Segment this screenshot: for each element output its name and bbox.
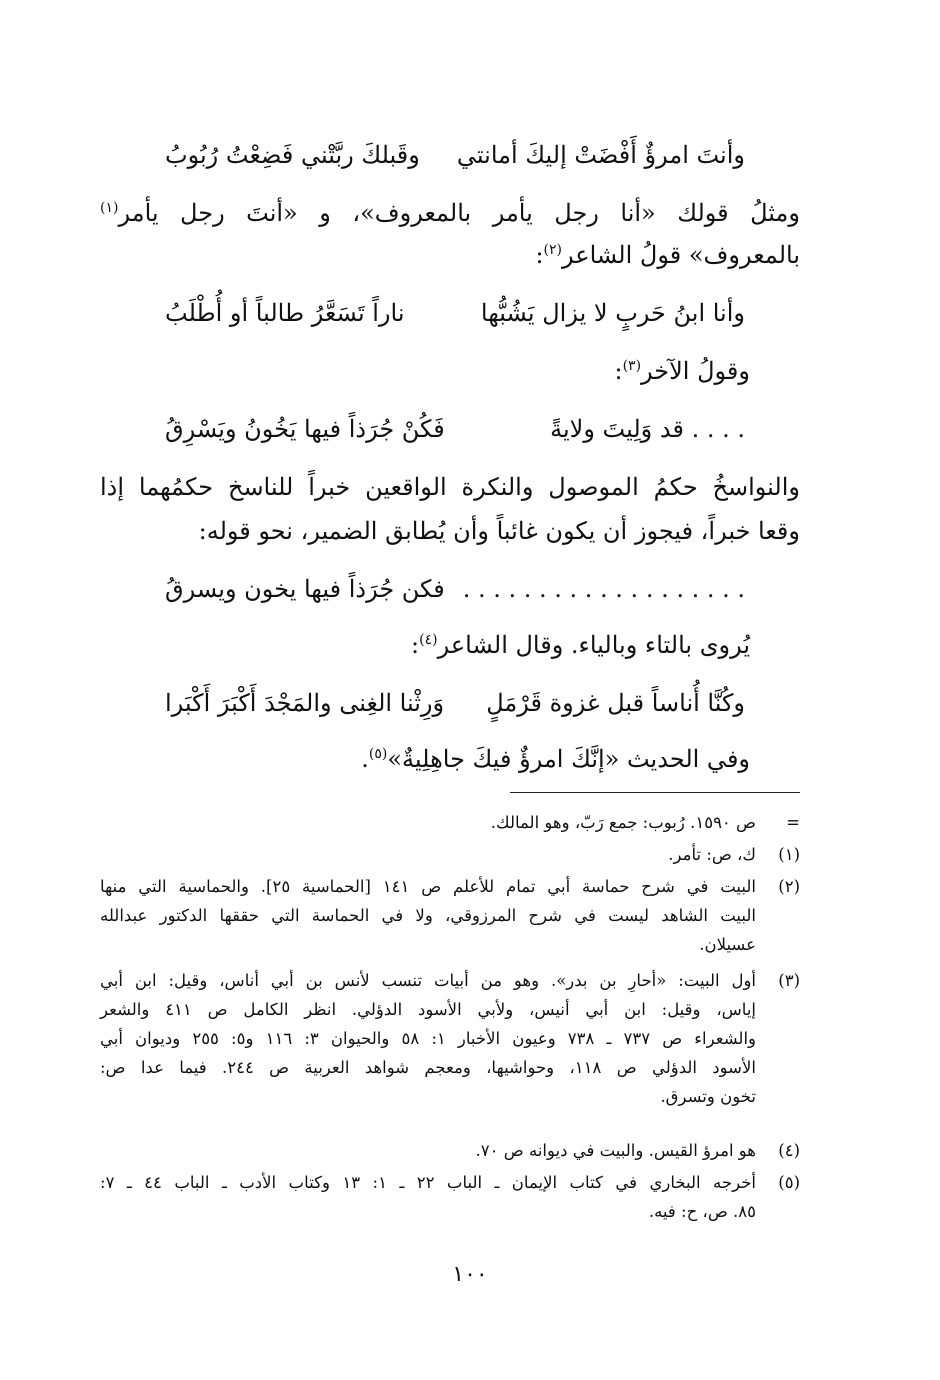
footnote-continuation: [100, 808, 800, 837]
paragraph-1-colon: :: [535, 241, 544, 269]
verse-2: [165, 296, 745, 330]
paragraph-5-text: وفي الحديث «إنَّكَ امرؤٌ فيكَ جاهِلِيةٌ»: [387, 745, 750, 773]
footnote-ref-4[interactable]: (٤): [419, 632, 438, 648]
footnote-ref-1[interactable]: (١): [100, 200, 119, 216]
footnote-5-line-2: ٨٥. ص، ح: فيه.: [648, 1202, 756, 1221]
paragraph-1-text-2: بالمعروف» قولُ الشاعر: [562, 241, 800, 269]
paragraph-2-colon: :: [614, 357, 623, 385]
footnote-5: [100, 1168, 800, 1226]
verse-2-first-hemistich: وأنا ابنُ حَربٍ لا يزال يَشُبُّها: [480, 299, 745, 327]
verse-3-second-hemistich: فَكُنْ جُرَذاً فيها يَخُونُ ويَسْرِقُ: [165, 415, 445, 443]
verse-3: [165, 412, 745, 446]
footnote-3-number: (٣): [778, 971, 800, 990]
footnote-4-number: (٤): [778, 1141, 800, 1160]
verse-4: [165, 572, 745, 606]
paragraph-1-text: ومثلُ قولك «أنا رجل يأمر بالمعروف»، و «أنتَ رجل يأمر: [118, 199, 800, 227]
footnote-3: [100, 966, 800, 1111]
verse-5: [165, 686, 745, 720]
paragraph-4-colon: :: [411, 631, 420, 659]
footnote-ref-3[interactable]: (٣): [622, 358, 642, 374]
footnote-3-line-1: أول البيت: «أحارِ بن بدر». وهو من أبيات تنسب لأنس بن أبي أناس، وقيل: ابن أبي: [100, 971, 756, 990]
page-number: ١٠٠: [452, 1262, 488, 1287]
footnote-2-line-3: عسيلان.: [699, 935, 756, 954]
verse-1: [165, 138, 745, 172]
footnote-2-line-1: البيت في شرح حماسة أبي تمام للأعلم ص ١٤١ [الحماسية ٢٥]. والحماسية التي منها: [100, 877, 756, 896]
footnote-separator: [510, 792, 800, 793]
footnote-4: [100, 1136, 800, 1165]
footnote-1-line-1: ك، ص: تأمر.: [668, 845, 756, 864]
footnote-4-line-1: هو امرؤ القيس. والبيت في ديوانه ص ٧٠.: [475, 1141, 756, 1160]
paragraph-4: [100, 628, 750, 662]
paragraph-2-text: وقولُ الآخر: [641, 357, 750, 385]
footnote-5-number: (٥): [778, 1173, 800, 1192]
footnote-2-line-2: البيت الشاهد ليست في شرح المرزوقي، ولا في الحماسة التي حققها الدكتور عبدالله: [100, 906, 756, 925]
paragraph-3-text-1: والنواسخُ حكمُ الموصول والنكرة الواقعين خبراً للناسخ حكمُهما إذا: [100, 473, 800, 501]
footnote-3-line-5: تخون وتسرق.: [660, 1087, 756, 1106]
paragraph-5-period: .: [361, 745, 369, 773]
footnote-3-line-3: والشعراء ص ٧٣٧ ـ ٧٣٨ وعيون الأخبار ١: ٥٨ والحيوان ٣: ١١٦ و٥: ٢٥٥ وديوان أبي: [100, 1029, 757, 1048]
footnote-2: [100, 872, 800, 959]
paragraph-5: [100, 742, 750, 776]
footnote-ref-2[interactable]: (٢): [543, 242, 563, 258]
verse-2-second-hemistich: ناراً تَسَعَّرُ طالباً أو أُطْلَبُ: [165, 299, 405, 327]
footnote-3-line-2: إياس، وقيل: ابن أبي أنيس، ولأبي الأسود الدؤلي. انظر الكامل ص ٤١١ والشعر: [100, 1000, 757, 1019]
paragraph-1-line-2: [100, 238, 800, 272]
verse-1-second-hemistich: وقَبلكَ ربَّتْني فَضِعْتُ رُبُوبُ: [165, 141, 420, 169]
paragraph-4-text: يُروى بالتاء وبالياء. وقال الشاعر: [437, 631, 750, 659]
paragraph-3-text-2: وقعا خبراً، فيجوز أن يكون غائباً وأن يُطابق الضمير، نحو قوله:: [198, 517, 800, 545]
verse-1-first-hemistich: وأنتَ امرؤٌ أَفْضَتْ إليكَ أمانتي: [456, 141, 745, 169]
footnote-ref-5[interactable]: (٥): [368, 746, 388, 762]
footnote-2-number: (٢): [778, 877, 800, 896]
paragraph-3-line-2: [100, 514, 800, 548]
verse-5-second-hemistich: وَرِثْنا الغِنى والمَجْدَ أَكْبَرَ أَكْبَرا: [165, 689, 445, 717]
verse-3-first-hemistich: . . . . قد وَلِيتَ ولايةً: [550, 415, 745, 443]
paragraph-2: [100, 354, 750, 388]
verse-5-first-hemistich: وكُنَّا أُناساً قبل غزوة قَرْمَلٍ: [486, 689, 745, 717]
footnote-3-line-4: الأسود الدؤلي ص ١١٨، وحواشيها، ومعجم شواهد العربية ص ٢٤٤. فيما عدا ص:: [100, 1058, 756, 1077]
footnote-1: [100, 840, 800, 869]
verse-4-first-hemistich: . . . . . . . . . . . . . . . . . . .: [462, 575, 745, 603]
footnote-continuation-mark: =: [786, 813, 800, 832]
verse-4-second-hemistich: فكن جُرَذاً فيها يخون ويسرقُ: [165, 575, 445, 603]
paragraph-1-line-1: [100, 196, 800, 230]
footnote-5-line-1: أخرجه البخاري في كتاب الإيمان ـ الباب ٢٢ ـ ١: ١٣ وكتاب الأدب ـ الباب ٤٤ ـ ٧:: [100, 1173, 756, 1192]
footnote-1-number: (١): [778, 845, 800, 864]
paragraph-3-line-1: [100, 470, 800, 504]
footnote-continuation-text: ص ١٥٩٠. رُبوب: جمع رَبّ، وهو المالك.: [490, 813, 756, 832]
